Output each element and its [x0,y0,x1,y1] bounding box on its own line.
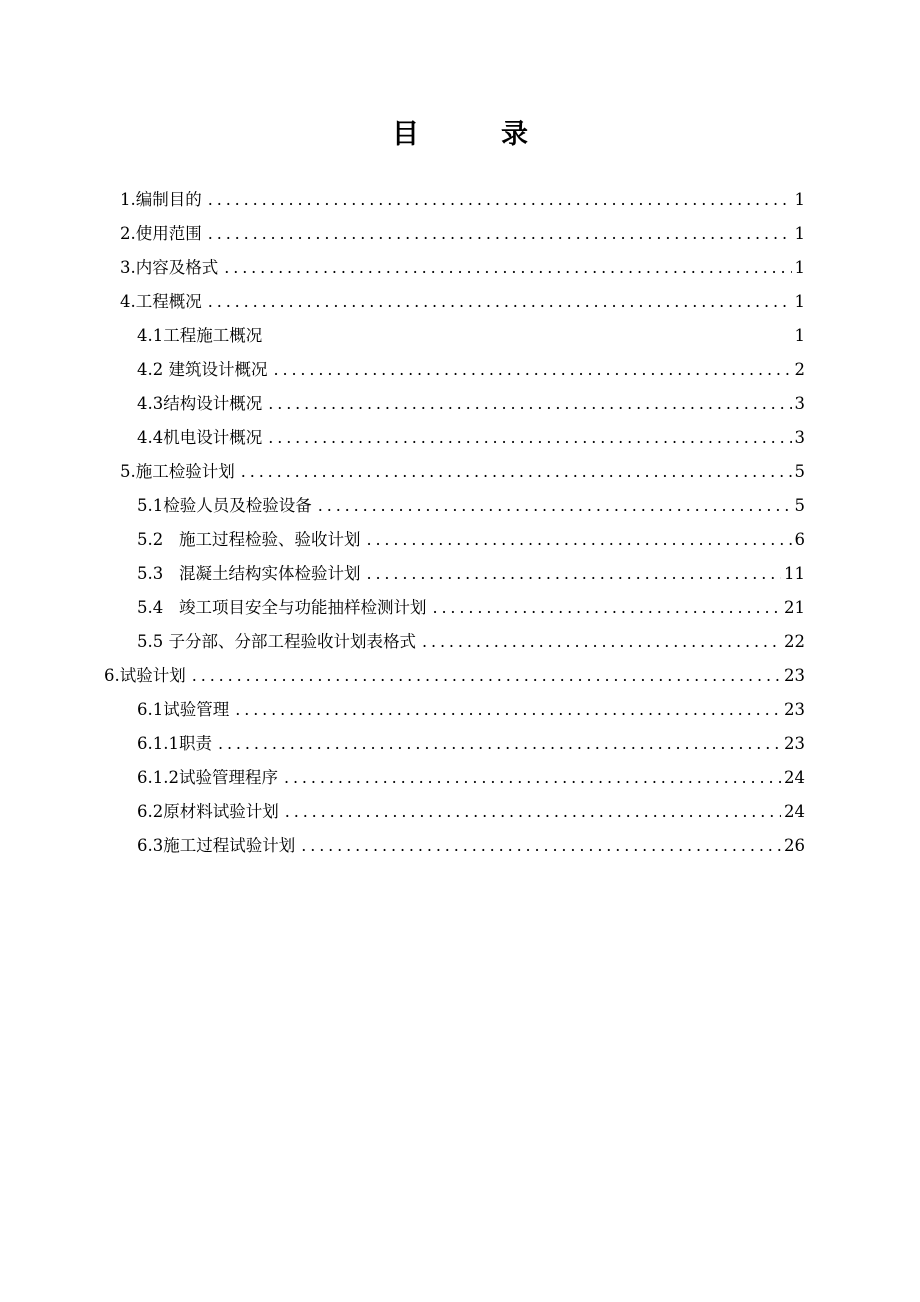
toc-page-number: 1 [794,258,805,277]
toc-page-number: 2 [794,360,805,379]
toc-entry[interactable] [120,217,805,251]
toc-entry-label: 5.1检验人员及检验设备 [137,496,312,515]
toc-entry-label: 4.工程概况 [120,292,202,311]
toc-entry-label: 5.3 混凝土结构实体检验计划 [137,564,361,583]
toc-page-number: 1 [794,326,805,345]
toc-entry-label: 4.4机电设计概况 [137,428,263,447]
toc-page-number: 24 [784,802,805,821]
toc-entry[interactable] [137,523,805,557]
toc-page-number: 22 [784,632,805,651]
toc-entry[interactable] [137,693,805,727]
toc-entry[interactable] [120,285,805,319]
toc-entry[interactable] [137,319,805,353]
toc-entry-label: 6.1试验管理 [137,700,230,719]
toc-leader [301,836,781,856]
toc-leader [208,224,792,244]
toc-entry-label: 2.使用范围 [120,224,202,243]
toc-leader [268,428,791,448]
toc-leader [192,666,781,686]
toc-entry[interactable] [120,183,805,217]
toc-leader [366,564,781,584]
toc-leader [224,258,791,278]
toc-entry[interactable] [104,659,805,693]
toc-page-number: 1 [794,224,805,243]
toc-entry-label: 5.2 施工过程检验、验收计划 [137,530,361,549]
toc-entry[interactable] [120,455,805,489]
toc-page-number: 3 [794,394,805,413]
toc-leader [422,632,781,652]
toc-leader [284,768,781,788]
toc-entry-label: 6.1.2试验管理程序 [137,768,278,787]
toc-entry-label: 5.4 竣工项目安全与功能抽样检测计划 [137,598,427,617]
toc-page-number: 24 [784,768,805,787]
toc-page-number: 11 [784,564,805,583]
toc-entry[interactable] [137,727,805,761]
toc-page-number: 26 [784,836,805,855]
toc-leader [241,462,792,482]
toc-entry[interactable] [137,795,805,829]
toc-page-number: 6 [794,530,805,549]
toc-leader [208,292,792,312]
toc-leader [218,734,781,754]
toc-entry-label: 4.1工程施工概况 [137,326,263,345]
toc-leader [366,530,791,550]
toc-entry[interactable] [120,251,805,285]
toc-leader [235,700,781,720]
toc-leader [318,496,792,516]
toc-entry-label: 5.5 子分部、分部工程验收计划表格式 [137,632,416,651]
toc-entry-label: 1.编制目的 [120,190,202,209]
toc-page-number: 5 [794,462,805,481]
toc-entry-label: 4.3结构设计概况 [137,394,263,413]
toc-entry[interactable] [137,489,805,523]
toc-page-number: 5 [794,496,805,515]
toc-entry-label: 5.施工检验计划 [120,462,235,481]
toc-entry[interactable] [137,421,805,455]
toc-entry[interactable] [137,353,805,387]
toc-entry[interactable] [137,557,805,591]
toc-page-number: 3 [794,428,805,447]
toc-leader [268,394,791,414]
toc-entry-label: 6.1.1职责 [137,734,212,753]
toc-leader [285,802,781,822]
toc-entry-label: 6.试验计划 [104,666,186,685]
toc-entry-label: 6.2原材料试验计划 [137,802,279,821]
toc-entry-label: 3.内容及格式 [120,258,219,277]
toc-page-number: 1 [794,190,805,209]
toc-entry[interactable] [137,829,805,863]
toc-entry[interactable] [137,625,805,659]
toc-page-number: 23 [784,666,805,685]
toc-entry-label: 6.3施工过程试验计划 [137,836,296,855]
toc-title-part2: 录 [501,119,528,150]
toc-page-number: 21 [784,598,805,617]
toc-page-number: 23 [784,700,805,719]
toc-leader [268,326,791,346]
toc-title-part1: 目 [392,119,419,150]
toc-page-number: 1 [794,292,805,311]
toc-entry[interactable] [137,761,805,795]
toc-leader [274,360,792,380]
toc-page-number: 23 [784,734,805,753]
toc-leader [432,598,781,618]
toc-title [0,112,920,151]
toc-entry[interactable] [137,387,805,421]
toc-leader [208,190,792,210]
toc-entry[interactable] [137,591,805,625]
toc-entry-label: 4.2 建筑设计概况 [137,360,268,379]
